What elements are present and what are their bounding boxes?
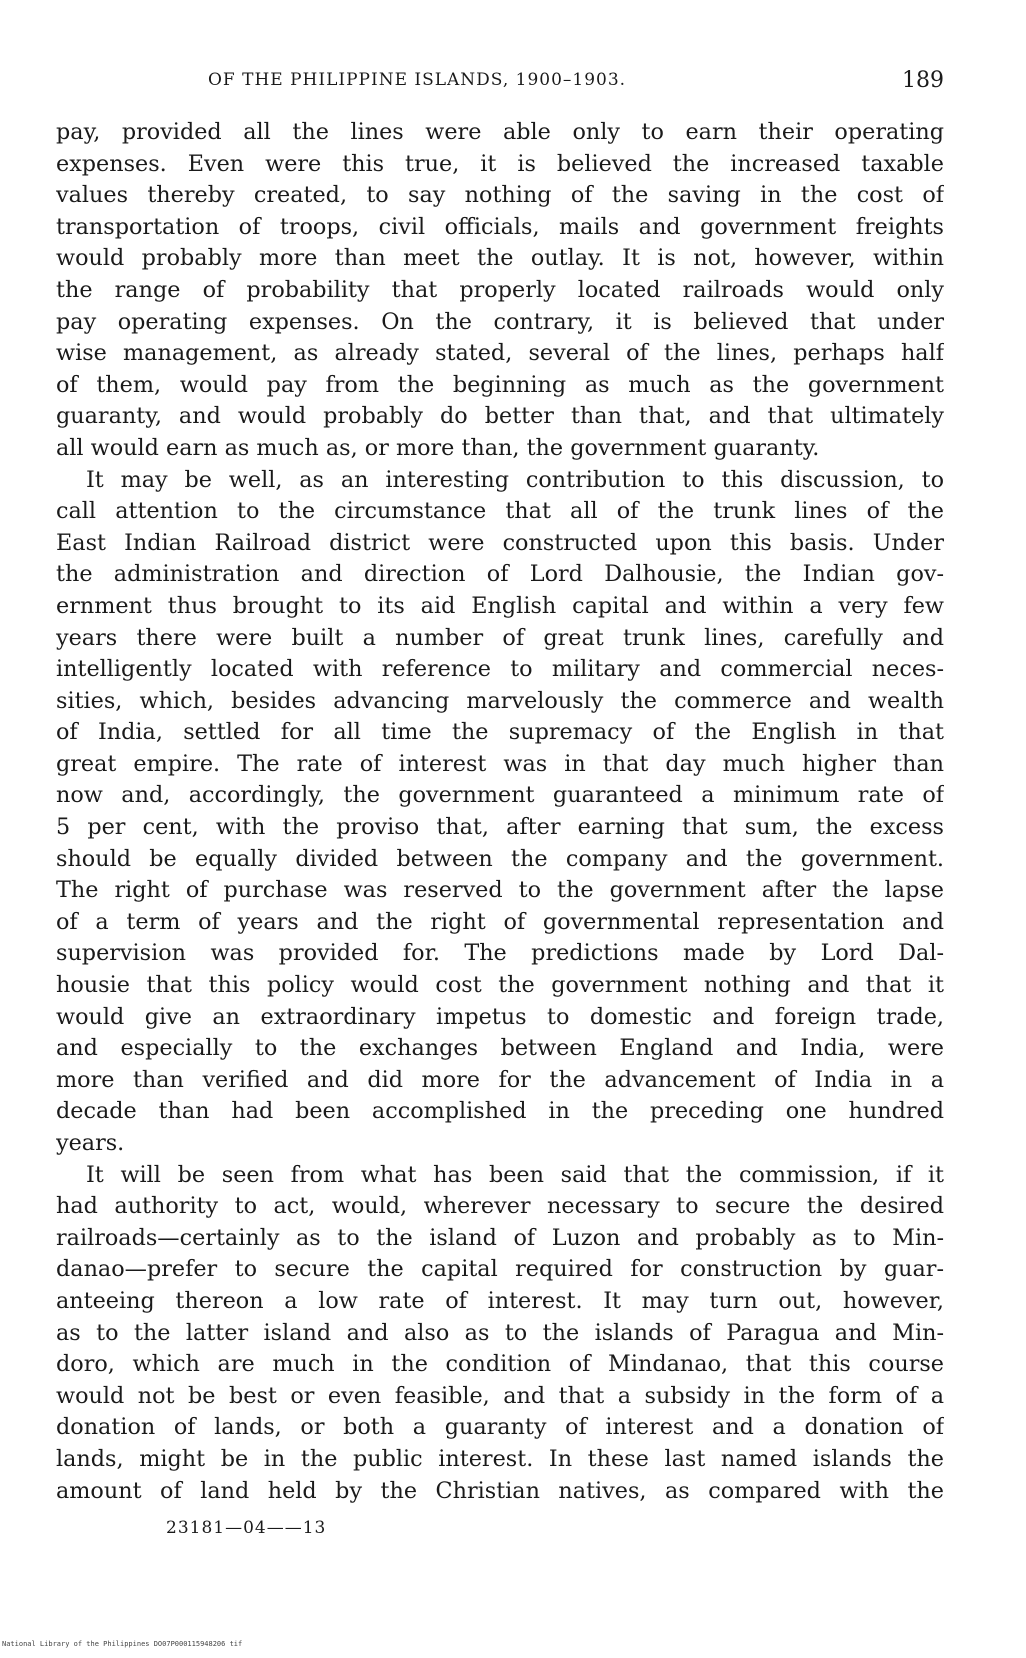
text-line: would give an extraordinary impetus to domestic and foreign trade,	[56, 1003, 944, 1030]
text-line: wise management, as already stated, several of the lines, perhaps half	[56, 340, 944, 367]
text-line: all would earn as much as, or more than, the government guaranty.	[56, 434, 820, 461]
text-line: would probably more than meet the outlay. It is not, however, within	[56, 245, 944, 272]
text-line: danao—prefer to secure the capital required for construction by guar-	[56, 1256, 944, 1283]
running-title: OF THE PHILIPPINE ISLANDS, 1900–1903.	[208, 70, 627, 90]
text-line: pay, provided all the lines were able only to earn their operating	[56, 119, 944, 145]
library-credit: National Library of the Philippines DO07P000115948206 tif	[2, 1640, 243, 1648]
printer-signature: 23181—04——13	[166, 1518, 327, 1538]
text-line: would not be best or even feasible, and that a subsidy in the form of a	[56, 1382, 944, 1409]
text-line: call attention to the circumstance that all of the trunk lines of the	[56, 498, 944, 525]
text-line: as to the latter island and also as to the islands of Paragua and Min-	[56, 1319, 944, 1346]
text-line: guaranty, and would probably do better than that, and that ultimately	[56, 403, 944, 430]
text-line: now and, accordingly, the government guaranteed a minimum rate of	[56, 782, 944, 809]
text-line: great empire. The rate of interest was in that day much higher than	[56, 750, 944, 777]
text-line: amount of land held by the Christian natives, as compared with the	[56, 1477, 944, 1504]
text-line: intelligently located with reference to military and commercial neces-	[56, 656, 944, 683]
text-line: years.	[56, 1130, 125, 1156]
text-line: It will be seen from what has been said that the commission, if it	[86, 1161, 944, 1188]
text-line: of India, settled for all time the supremacy of the English in that	[56, 719, 944, 746]
text-line: decade than had been accomplished in the preceding one hundred	[56, 1098, 944, 1125]
text-line: the range of probability that properly located railroads would only	[56, 276, 944, 303]
text-line: anteeing thereon a low rate of interest. It may turn out, however,	[56, 1287, 944, 1314]
text-line: had authority to act, would, wherever necessary to secure the desired	[56, 1193, 944, 1220]
text-line: values thereby created, to say nothing of the saving in the cost of	[56, 182, 944, 209]
text-line: of a term of years and the right of governmental representation and	[56, 908, 944, 935]
paragraph	[56, 465, 944, 1160]
text-line: and especially to the exchanges between England and India, were	[56, 1035, 944, 1062]
text-line: It may be well, as an interesting contribution to this discussion, to	[86, 466, 944, 493]
text-line: the administration and direction of Lord Dalhousie, the Indian gov-	[56, 561, 944, 588]
text-line: ernment thus brought to its aid English capital and within a very few	[56, 592, 944, 619]
text-line: more than verified and did more for the advancement of India in a	[56, 1066, 944, 1093]
paragraph	[56, 117, 944, 465]
text-line: doro, which are much in the condition of Mindanao, that this course	[56, 1351, 944, 1378]
page-number: 189	[902, 68, 944, 93]
text-line: of them, would pay from the beginning as much as the government	[56, 371, 944, 398]
text-line: transportation of troops, civil officials, mails and government freights	[56, 213, 944, 240]
text-line: sities, which, besides advancing marvelously the commerce and wealth	[56, 687, 944, 714]
paragraph	[56, 1160, 944, 1508]
text-line: years there were built a number of great trunk lines, carefully and	[56, 624, 944, 651]
running-head	[58, 68, 944, 98]
text-line: supervision was provided for. The predictions made by Lord Dal-	[56, 940, 944, 967]
text-line: expenses. Even were this true, it is believed the increased taxable	[56, 150, 944, 177]
text-line: donation of lands, or both a guaranty of interest and a donation of	[56, 1414, 944, 1441]
text-line: lands, might be in the public interest. In these last named islands the	[56, 1445, 944, 1472]
text-line: should be equally divided between the company and the government.	[56, 845, 944, 872]
text-line: The right of purchase was reserved to the government after the lapse	[56, 877, 944, 904]
body-text	[56, 117, 944, 1507]
text-line: railroads—certainly as to the island of Luzon and probably as to Min-	[56, 1224, 944, 1251]
text-line: housie that this policy would cost the government nothing and that it	[56, 972, 944, 999]
text-line: 5 per cent, with the proviso that, after earning that sum, the excess	[56, 814, 944, 841]
text-line: pay operating expenses. On the contrary, it is believed that under	[56, 308, 944, 335]
text-line: East Indian Railroad district were constructed upon this basis. Under	[56, 529, 944, 556]
